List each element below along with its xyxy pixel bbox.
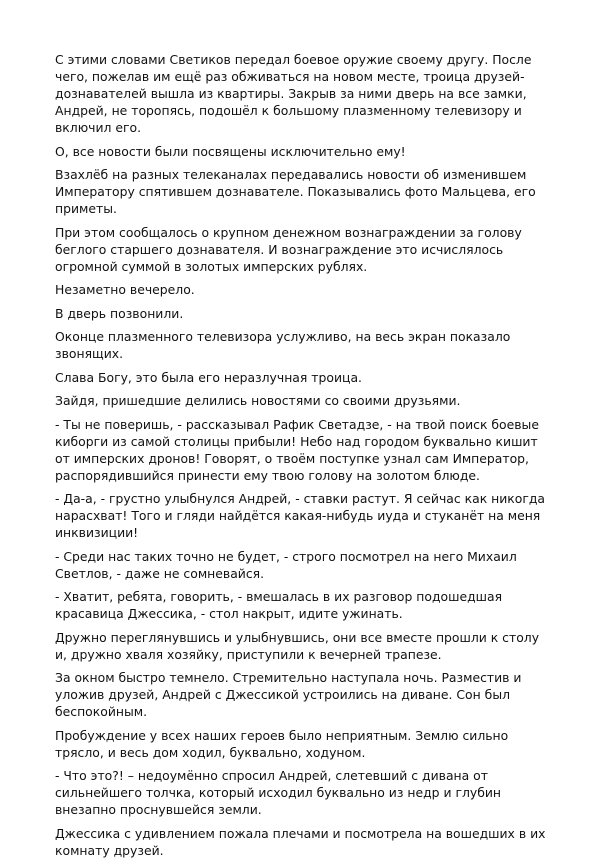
paragraph: Джессика с удивлением пожала плечами и посмотрела на вошедших в их комнату друзей.: [55, 825, 546, 858]
paragraph: Дружно переглянувшись и улыбнувшись, они все вместе прошли к столу и, дружно хваля хозяйку, приступили к вечерней трапезе.: [55, 629, 540, 662]
paragraph: - Хватит, ребята, говорить, - вмешалась в их разговор подошедшая красавица Джессика, - стол накрыт, идите ужинать.: [55, 589, 503, 621]
paragraph: - Среди нас таких точно не будет, - строго посмотрел на него Михаил Светлов, - даже не сомневайся.: [55, 548, 517, 581]
paragraph: В дверь позвонили.: [55, 305, 184, 321]
paragraph: За окном быстро темнело. Стремительно наступала ночь. Разместив и уложив друзей, Андрей с Джессикой устроились на диване. Сон был беспокойным.: [55, 670, 522, 719]
paragraph: Незаметно вечерело.: [55, 282, 195, 297]
paragraph: О, все новости были посвящены исключительно ему!: [55, 143, 406, 159]
paragraph: Зайдя, пришедшие делились новостями со своими друзьями.: [55, 393, 461, 408]
paragraph: - Что это?! – недоумённо спросил Андрей, слетевший с дивана от сильнейшего толчка, который исходил буквально из недр и глубин внезапно проснувшейся земли.: [55, 768, 502, 817]
paragraph: Взахлёб на разных телеканалах передавались новости об изменившем Императору спятившем дознавателе. Показывались фото Мальцева, его приметы.: [55, 167, 536, 216]
paragraph: При этом сообщалось о крупном денежном вознаграждении за голову беглого старшего дознавателя. И вознаграждение это исчислялось огромной суммой в золотых имперских рублях.: [55, 224, 522, 274]
paragraph: - Ты не поверишь, - рассказывал Рафик Светадзе, - на твой поиск боевые киборги из самой столицы прибыли! Небо над городом буквально кишит от имперских дронов! Говорят, о твоём поступке узнал сам Император, распорядившийся принести ему твою голову на золотом блюде.: [55, 416, 539, 483]
paragraph: Оконце плазменного телевизора услужливо, на весь экран показало звонящих.: [55, 329, 511, 361]
paragraph: - Да-а, - грустно улыбнулся Андрей, - ставки растут. Я сейчас как никогда нарасхват! Того и гляди найдётся какая-нибудь иуда и стуканёт на меня инквизиции!: [55, 491, 546, 540]
paragraph: Слава Богу, это была его неразлучная троица.: [55, 369, 362, 385]
paragraph: Пробуждение у всех наших героев было неприятным. Землю сильно трясло, и весь дом ходил, буквально, ходуном.: [55, 727, 509, 760]
paragraph: С этими словами Светиков передал боевое оружие своему другу. После чего, пожелав им ещё раз обживаться на новом месте, троица друзей-дознавателей вышла из квартиры. Закрыв за ними дверь на все замки, Андрей, не торопясь, подошёл к большому плазменному телевизору и включил его.: [55, 52, 532, 135]
